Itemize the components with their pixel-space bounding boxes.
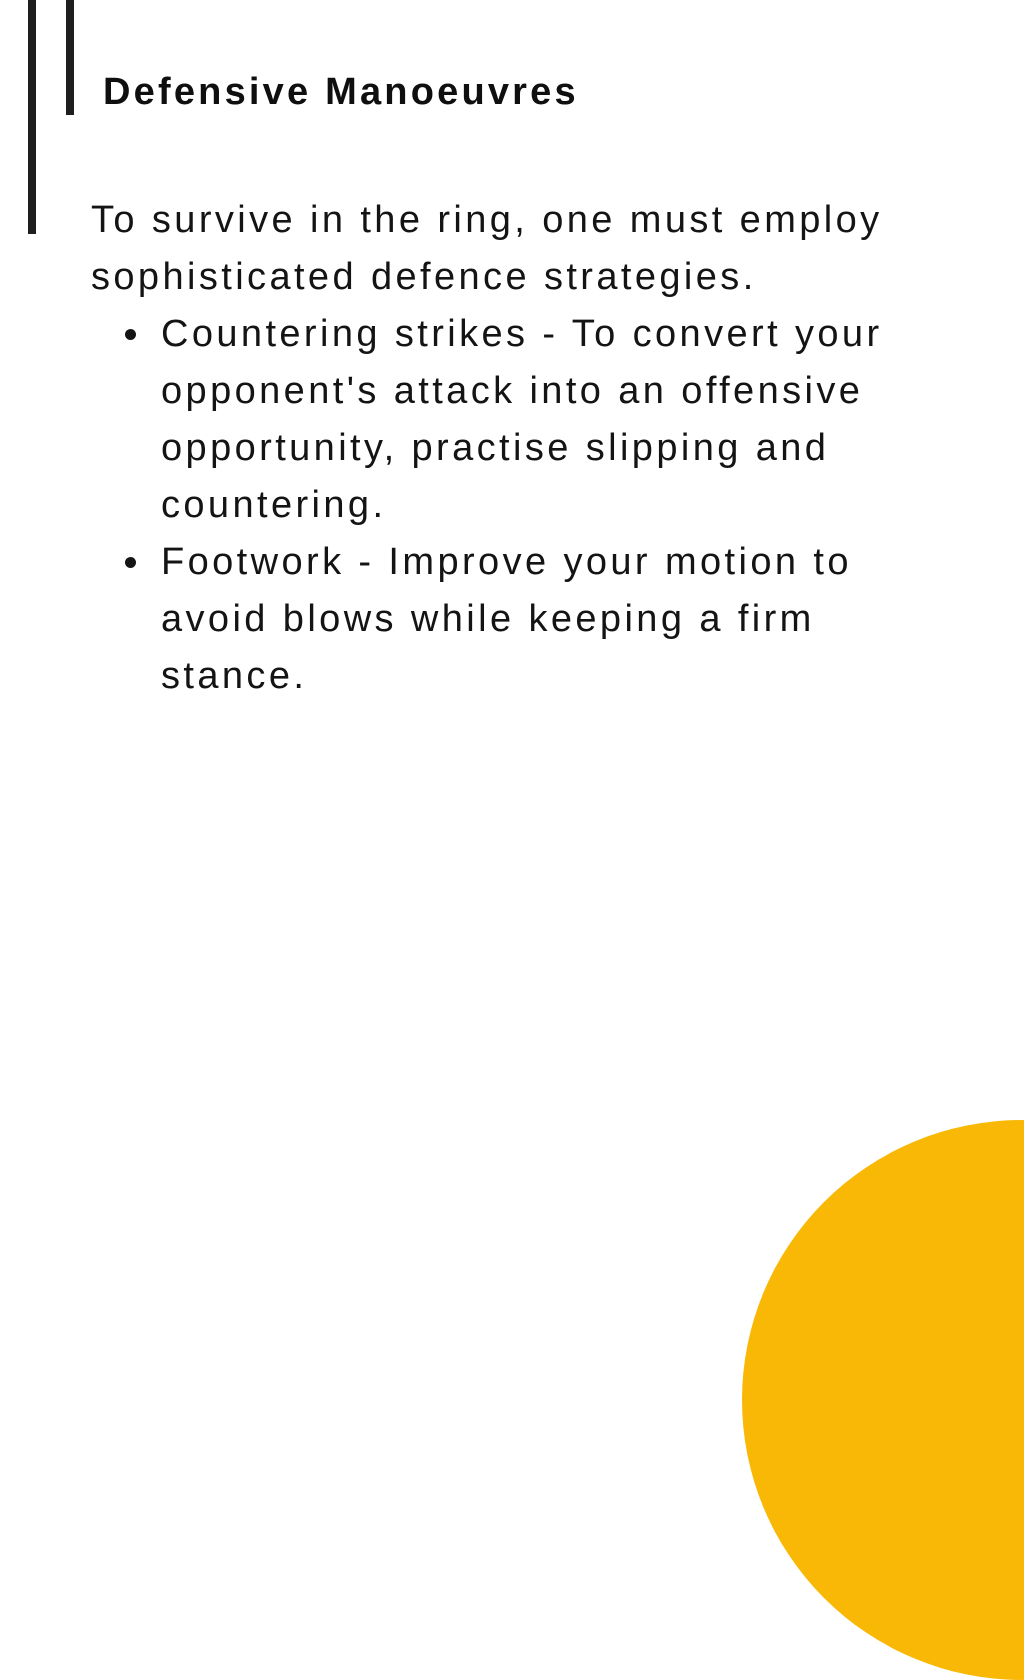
list-item-text: Countering strikes - To convert your opponent's attack into an offensive opportunity, practise slipping and countering.	[161, 313, 883, 526]
decorative-yellow-circle	[742, 1120, 1024, 1680]
list-item	[161, 306, 911, 534]
intro-paragraph: To survive in the ring, one must employ sophisticated defence strategies.	[91, 199, 883, 298]
decorative-bar-left	[28, 0, 36, 234]
defence-points-list	[91, 306, 911, 705]
list-item-text: Footwork - Improve your motion to avoid blows while keeping a firm stance.	[161, 541, 852, 697]
page-title: Defensive Manoeuvres	[103, 71, 579, 113]
bullet-icon	[125, 329, 136, 340]
bullet-icon	[125, 557, 136, 568]
body-content	[91, 192, 911, 705]
list-item	[161, 534, 911, 705]
decorative-bar-right	[66, 0, 74, 115]
